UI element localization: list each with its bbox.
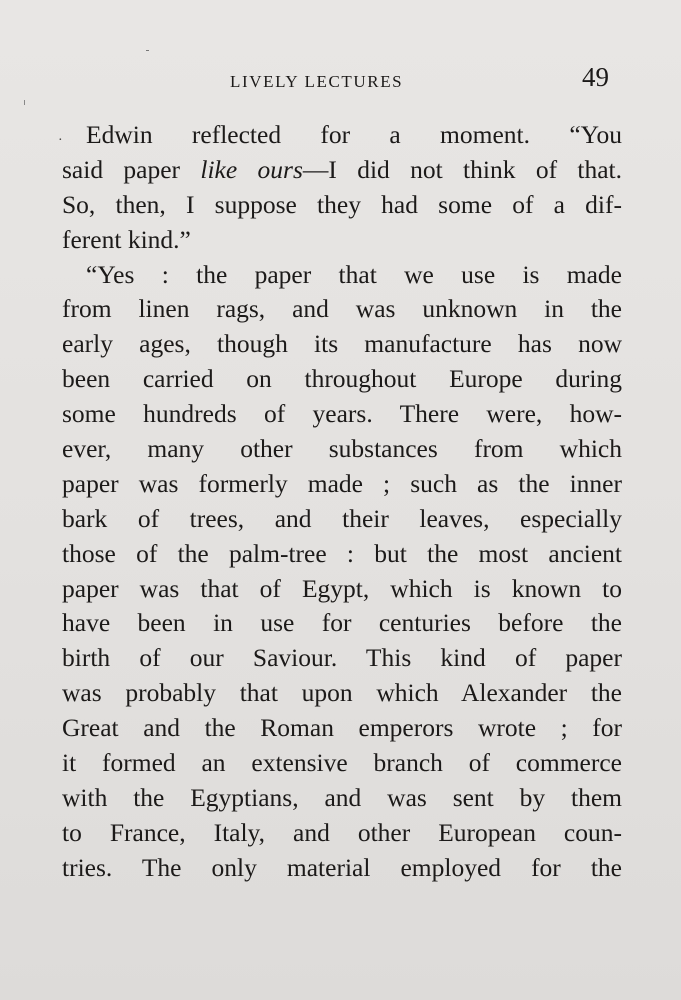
text-line: was probably that upon which Alexander the [62,678,622,708]
text-line: “Yes : the paper that we use is made [86,259,622,289]
text-line: So, then, I suppose they had some of a dif- [62,189,622,219]
text-line: said paper like ours—I did not think of that. [62,154,623,184]
text-line: have been in use for centuries before the [62,608,622,638]
text-line: birth of our Saviour. This kind of paper [62,643,622,673]
text-line: it formed an extensive branch of commerce [62,748,622,778]
print-speck [146,50,149,51]
text-line: Edwin reflected for a moment. “You [86,120,622,149]
print-speck [24,100,25,105]
body-text [62,118,622,886]
text-line: tries. The only material employed for the [62,852,622,882]
text-line: Great and the Roman emperors wrote ; for [62,713,622,743]
text-line: bark of trees, and their leaves, especially [62,503,622,533]
text-line: some hundreds of years. There were, how- [62,399,622,429]
text-line: ever, many other substances from which [62,434,622,464]
text-line: to France, Italy, and other European coun- [62,817,622,847]
margin-dot: · [58,133,63,148]
text-line: with the Egyptians, and was sent by them [62,782,622,812]
text-line: those of the palm-tree : but the most ancient [62,538,622,568]
text-line: paper was that of Egypt, which is known to [62,573,622,603]
text-line: early ages, though its manufacture has now [62,329,622,359]
text-line: been carried on throughout Europe during [62,364,622,394]
text-line: ferent kind.” [62,224,191,254]
running-head: LIVELY LECTURES [230,72,404,91]
text-line: from linen rags, and was unknown in the [62,294,622,324]
text-line: paper was formerly made ; such as the inner [62,468,622,498]
page-number: 49 [582,62,609,92]
italic-phrase: like ours [200,154,303,184]
